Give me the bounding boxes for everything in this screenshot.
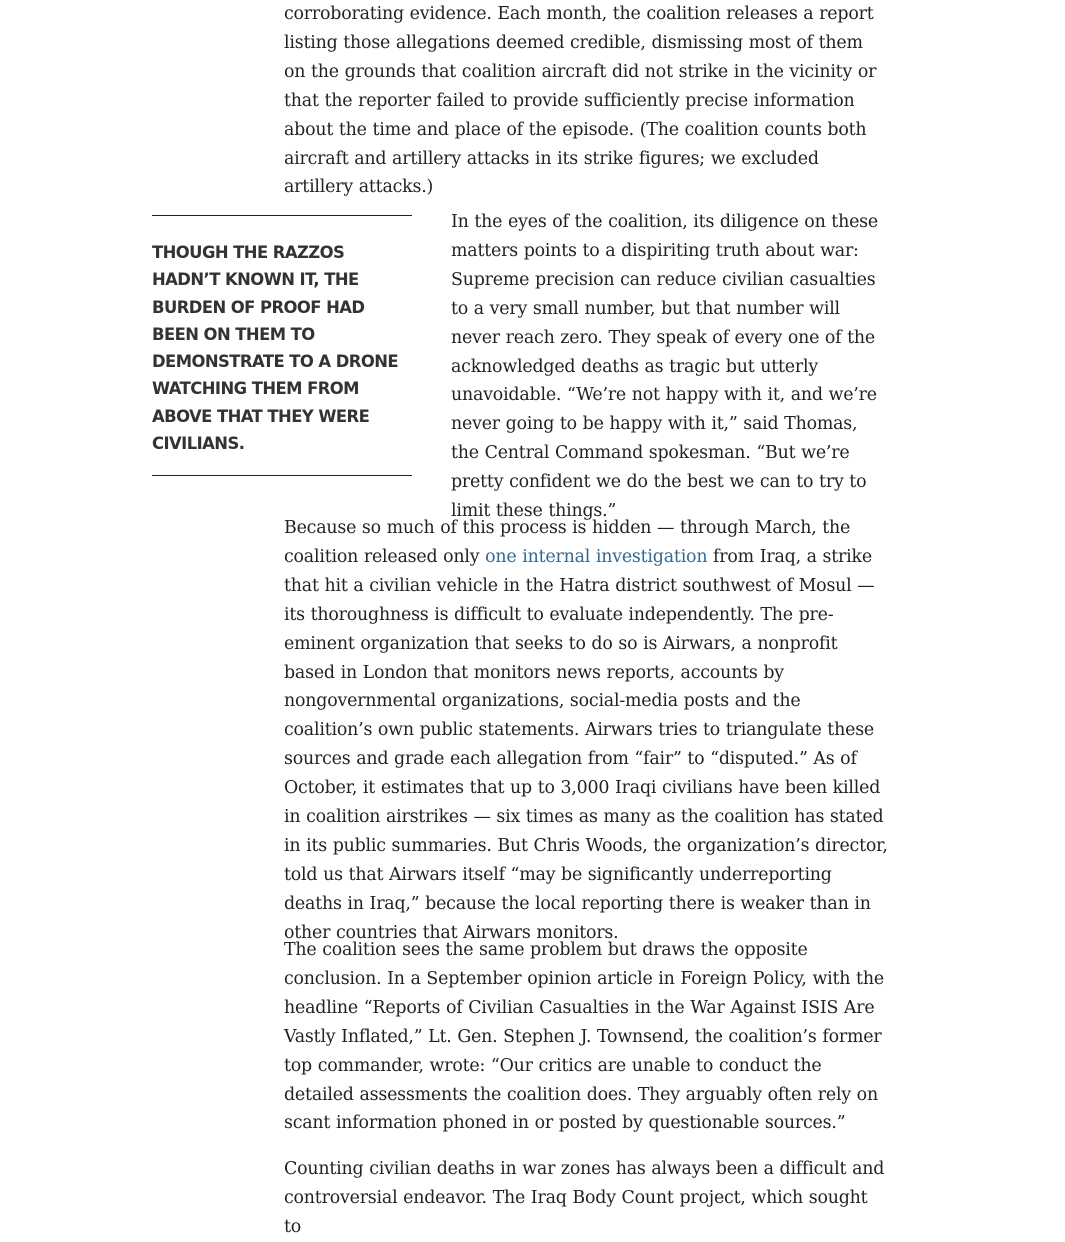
article-paragraph-airwars [284,514,888,948]
article-paragraph-opposite-conclusion: The coalition sees the same problem but draws the opposite conclusion. In a September opinion article in Foreign Policy, with the headline “Reports of Civilian Casualties in the War Against ISIS Are Vastly Inflated,” Lt. Gen. Stephen J. Townsend, the coalition’s former top commander, wrote: “Our critics are unable to conduct the detailed assessments the coalition does. They arguably often rely on scant information phoned in or posted by questionable sources.” [284,940,884,1134]
article-paragraph-coalition-view: In the eyes of the coalition, its diligence on these matters points to a dispiriting truth about war: Supreme precision can reduce civilian casualties to a very small number, but that number will never reach zero. They speak of every one of the acknowledged deaths as tragic but utterly unavoidable. “We’re not happy with it, and we’re never going to be happy with it,” said Thomas, the Central Command spokesman. “But we’re pretty confident we do the best we can to try to limit these things.” [451,212,878,522]
paragraph-text-after-link: from Iraq, a strike that hit a civilian vehicle in the Hatra district southwest of Mosul — its thoroughness is difficult to evaluate independently. The pre-eminent organization that seeks to do so is Airwars, a nonprofit based in London that monitors news reports, accounts by nongovernmental organizations, social-media posts and the coalition’s own public statements. Airwars tries to triangulate these sources and grade each allegation from “fair” to “disputed.” As of October, it estimates that up to 3,000 Iraqi civilians have been killed in coalition airstrikes — six times as many as the coalition has stated in its public summaries. But Chris Woods, the organization’s director, told us that Airwars itself “may be significantly underreporting deaths in Iraq,” because the local reporting there is weaker than in other countries that Airwars monitors. [284,546,888,943]
article-paragraph-counting-deaths: Counting civilian deaths in war zones has always been a difficult and controversial endeavor. The Iraq Body Count project, which sought to [284,1159,885,1237]
pull-quote [152,215,412,476]
article-paragraph-monthly-report: corroborating evidence. Each month, the coalition releases a report listing those allegations deemed credible, dismissing most of them on the grounds that coalition aircraft did not strike in the vicinity or that the reporter failed to provide sufficiently precise information about the time and place of the episode. (The coalition counts both aircraft and artillery attacks in its strike figures; we excluded artillery attacks.) [284,4,877,198]
pull-quote-text: THOUGH THE RAZZOS HADN’T KNOWN IT, THE BURDEN OF PROOF HAD BEEN ON THEM TO DEMONSTRATE TO A DRONE WATCHING THEM FROM ABOVE THAT THEY WERE CIVILIANS. [152,243,399,454]
paragraph-text-before-link: Because so much of this process is hidden — through March, the coalition released only [284,518,851,567]
internal-investigation-link[interactable]: one internal investigation [485,546,708,567]
